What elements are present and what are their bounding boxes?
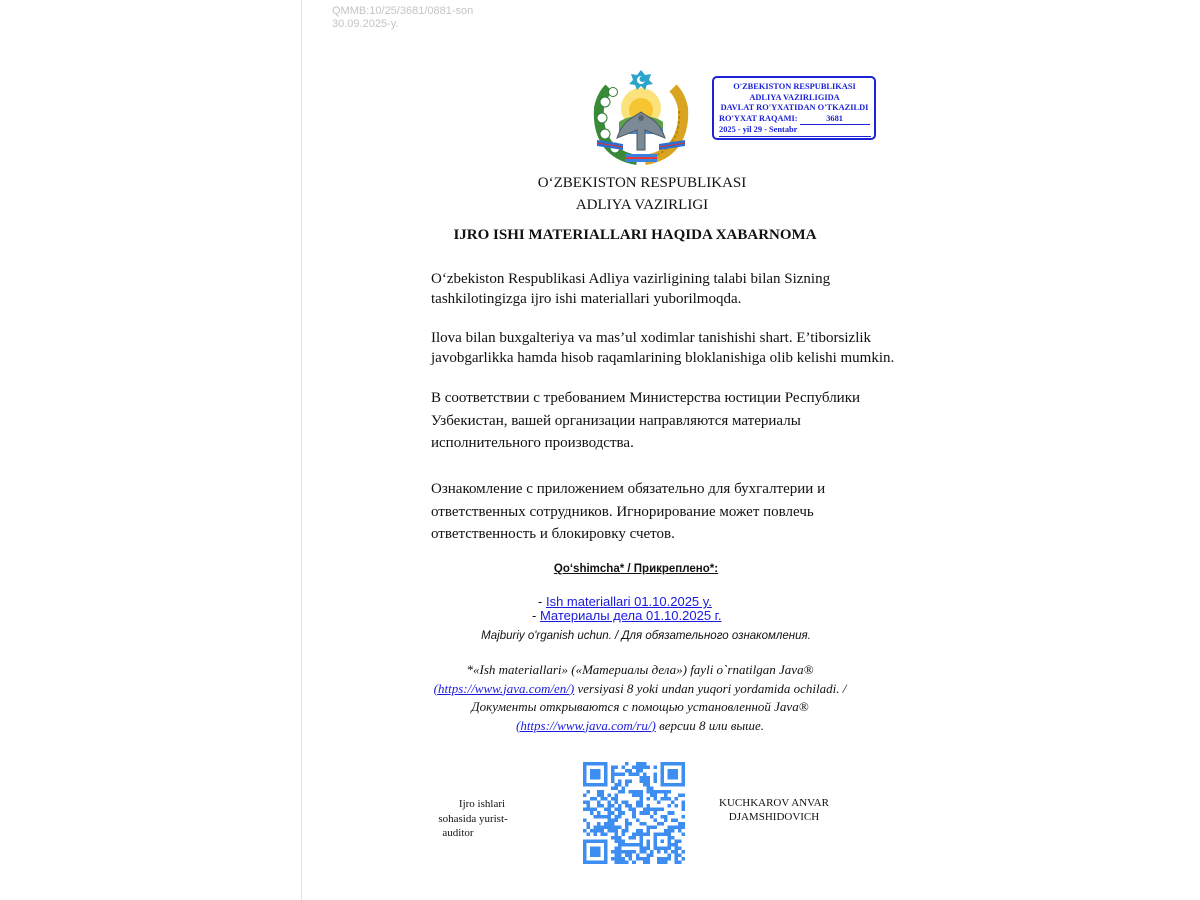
attachment-item: [538, 594, 712, 609]
attachment-link-ru[interactable]: Материалы дела 01.10.2025 г.: [539, 608, 722, 623]
reference-date: 30.09.2025-y.: [332, 18, 399, 30]
footnote-text-2: versiyasi 8 yoki undan yuqori yordamida ochiladi. / Документы открываются с помощью установленной Java®: [471, 680, 847, 714]
attachment-link-uz[interactable]: Ish materiallari 01.10.2025 y.: [545, 594, 712, 609]
position-line-3: auditor: [442, 827, 474, 839]
position-line-2: sohasida yurist-: [438, 812, 508, 825]
footnote-text-3: версии 8 или выше.: [655, 717, 764, 733]
page-left-border: [301, 0, 302, 900]
reference-header: [332, 5, 473, 31]
footnote-text-1: *«Ish materiallari» («Материалы дела») fayli o`rnatilgan Java®: [466, 662, 814, 677]
signatory-position: [418, 797, 528, 841]
stamp-date: 2025 - yil 29 - Sentabr: [719, 125, 871, 137]
mandatory-note: Majburiy o'rganish uchun. / Для обязательного ознакомления.: [481, 630, 811, 642]
document-title: IJRO ISHI MATERIALLARI HAQIDA XABARNOMA: [453, 227, 817, 243]
name-line-2: DJAMSHIDOVICH: [728, 811, 820, 823]
stamp-line-2: ADLIYA VAZIRLIGIDA: [749, 92, 840, 102]
attachments-title: Qo‘shimcha* / Прикреплено*:: [553, 563, 719, 575]
paragraph-ru-1: В соответствии с требованием Министерства юстиции Республики Узбекистан, вашей организации направляются материалы исполнительного производства.: [431, 390, 861, 451]
stamp-line-3: DAVLAT RO'YXATIDAN O'TKAZILDI: [720, 103, 869, 113]
attachment-item: [532, 608, 721, 623]
java-footnote: [400, 661, 880, 735]
stamp-registration-label: RO'YXAT RAQAMI:: [719, 113, 798, 123]
paragraph-ru-2: Ознакомление с приложением обязательно для бухгалтерии и ответственных сотрудников. Игнорирование может повлечь ответственность и блокировку счетов.: [431, 481, 826, 542]
name-line-1: KUCHKAROV ANVAR: [719, 797, 829, 809]
stamp-line-1: O'ZBEKISTON RESPUBLIKASI: [733, 82, 856, 91]
state-emblem-icon: [593, 68, 689, 168]
paragraph-uz-2: Ilova bilan buxgalteriya va mas’ul xodimlar tanishishi shart. E’tiborsizlik javobgarlikka hamda hisob raqamlarining bloklanishiga olib kelishi mumkin.: [431, 330, 895, 366]
stamp-registration-number: 3681: [800, 114, 870, 126]
organization-ministry: ADLIYA VAZIRLIGI: [575, 197, 709, 213]
stamp-registration-row: [719, 114, 870, 126]
organization-country: O‘ZBEKISTON RESPUBLIKASI: [537, 175, 747, 191]
reference-number: QMMB:10/25/3681/0881-son: [332, 5, 474, 17]
attachment-bullet: -: [538, 594, 546, 609]
paragraph-uz-1: O‘zbekiston Respublikasi Adliya vazirligining talabi bilan Sizning tashkilotingizga ijro ishi materiallari yuborilmoqda.: [431, 271, 831, 307]
registration-stamp: [712, 76, 876, 140]
signatory-name: [706, 796, 842, 824]
java-link-en[interactable]: (https://www.java.com/en/): [433, 680, 575, 696]
attachment-bullet: -: [532, 608, 540, 623]
java-link-ru[interactable]: (https://www.java.com/ru/): [515, 717, 656, 733]
position-line-1: Ijro ishlari: [458, 798, 506, 810]
qr-code-icon: [583, 762, 685, 864]
